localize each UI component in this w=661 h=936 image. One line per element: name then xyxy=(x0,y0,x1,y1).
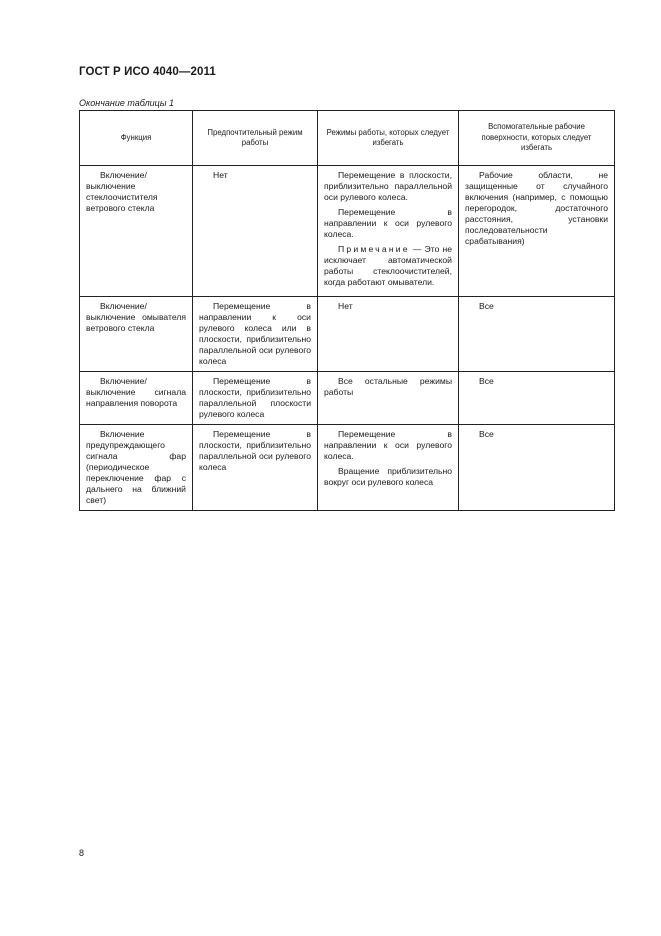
avoid-item: Перемещение в направлении к оси рулевого колеса. xyxy=(324,429,452,461)
avoid-item: Вращение приблизительно вокруг оси рулевого колеса xyxy=(324,466,452,487)
cell-preferred: Перемещение в плоскости, приблизительно параллельной плоскости рулевого колеса xyxy=(193,372,318,425)
table-row xyxy=(80,166,615,297)
cell-avoid: Нет xyxy=(318,297,459,372)
note-text: — Это не исключает автоматической работы стеклоочистителей, когда работают омыватели. xyxy=(324,244,452,287)
cell-function: Включение предупреждающего сигнала фар (периодическое переключение фар с дальнего на ближний свет) xyxy=(80,425,193,511)
cell-avoid: Все остальные режимы работы xyxy=(318,372,459,425)
cell-function: Включение/выключение сигнала направления поворота xyxy=(80,372,193,425)
cell-preferred: Перемещение в плоскости, приблизительно параллельной оси рулевого колеса xyxy=(193,425,318,511)
avoid-item: Перемещение в плоскости, приблизительно параллельной оси рулевого колеса. xyxy=(324,170,452,202)
column-header-aux: Вспомогательные рабочие поверхности, которых следует избегать xyxy=(459,111,615,166)
cell-preferred: Перемещение в направлении к оси рулевого колеса или в плоскости, приблизительно параллельной оси рулевого колеса xyxy=(193,297,318,372)
note xyxy=(324,244,452,288)
table-row xyxy=(80,425,615,511)
cell-aux: Рабочие области, не защищенные от случайного включения (например, с помощью перегородок, достаточного расстояния, установки последовательности срабатывания) xyxy=(459,166,615,297)
cell-aux: Все xyxy=(459,425,615,511)
cell-function: Включение/выключение стеклоочистителя ветрового стекла xyxy=(80,166,193,297)
table-row xyxy=(80,372,615,425)
page-number: 8 xyxy=(79,848,85,858)
table-caption: Окончание таблицы 1 xyxy=(79,98,174,108)
cell-function: Включение/выключение омывателя ветрового стекла xyxy=(80,297,193,372)
cell-aux: Все xyxy=(459,297,615,372)
note-label: Примечание xyxy=(338,244,410,254)
cell-aux: Все xyxy=(459,372,615,425)
cell-avoid xyxy=(318,166,459,297)
requirements-table xyxy=(79,110,615,511)
cell-avoid xyxy=(318,425,459,511)
document-title: ГОСТ Р ИСО 4040—2011 xyxy=(79,66,216,78)
table-header-row xyxy=(80,111,615,166)
column-header-function: Функция xyxy=(80,111,193,166)
column-header-avoid: Режимы работы, которых следует избегать xyxy=(318,111,459,166)
table-row xyxy=(80,297,615,372)
column-header-preferred: Предпочтительный режим работы xyxy=(193,111,318,166)
avoid-item: Перемещение в направлении к оси рулевого колеса. xyxy=(324,207,452,239)
cell-preferred: Нет xyxy=(193,166,318,297)
